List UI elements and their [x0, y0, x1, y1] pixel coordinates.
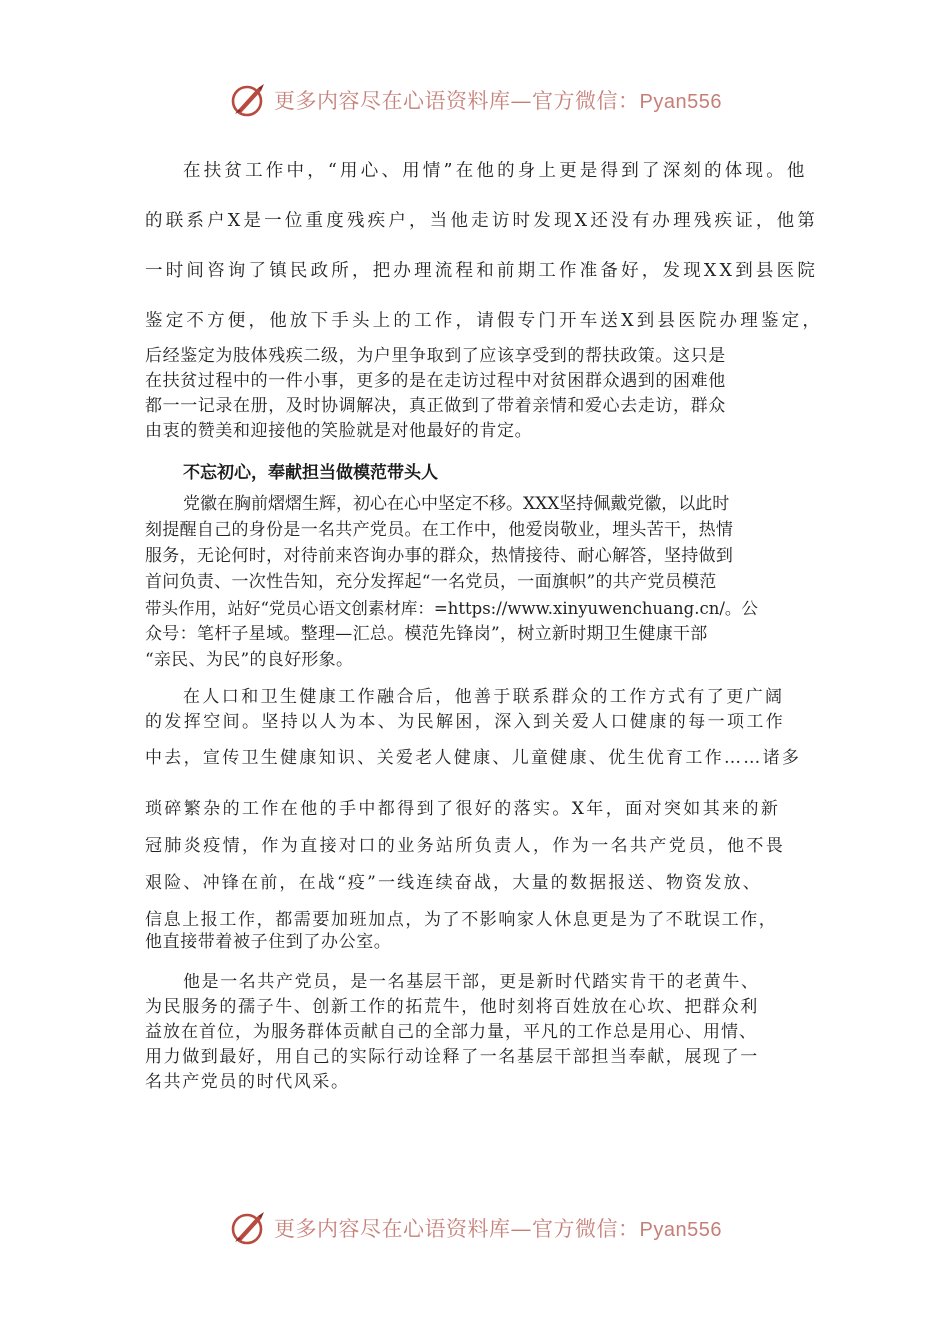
banner-text: 更多内容尽在心语资料库—官方微信：Pyan556: [274, 89, 722, 113]
text-line: 首问负责、一次性告知，充分发挥起“一名党员，一面旗帜”的共产党员模范: [145, 572, 717, 592]
text-line: 后经鉴定为肢体残疾二级，为户里争取到了应该享受到的帮扶政策。这只是: [145, 346, 726, 366]
text-line: 服务，无论何时，对待前来咨询办事的群众，热情接待、耐心解答，坚持做到: [145, 546, 734, 566]
text-line: 的联系户X是一位重度残疾户，当他走访时发现X还没有办理残疾证，他第: [145, 211, 819, 231]
text-line: 在扶贫工作中，“用心、用情”在他的身上更是得到了深刻的体现。他: [183, 161, 808, 181]
text-line: 在人口和卫生健康工作融合后，他善于联系群众的工作方式有了更广阔: [183, 687, 785, 707]
banner-text: 更多内容尽在心语资料库—官方微信：Pyan556: [274, 1217, 722, 1241]
footer-banner: [0, 1208, 950, 1248]
text-line: 在扶贫过程中的一件小事，更多的是在走访过程中对贫困群众遇到的困难他: [145, 371, 726, 391]
text-line: 鉴定不方便，他放下手头上的工作，请假专门开车送X到县医院办理鉴定，: [145, 311, 824, 331]
text-line: 名共产党员的时代风采。: [145, 1072, 350, 1092]
text-line: “亲民、为民”的良好形象。: [145, 650, 354, 670]
text-line: 益放在首位，为服务群体贡献自己的全部力量，平凡的工作总是用心、用情、: [145, 1022, 757, 1042]
text-line: 艰险、冲锋在前，在战“疫”一线连续奋战，大量的数据报送、物资发放、: [145, 873, 762, 893]
wechat-id: Pyan556: [639, 1219, 722, 1241]
text-line: 的发挥空间。坚持以人为本、为民解困，深入到关爱人口健康的每一项工作: [145, 712, 786, 732]
text-line: 都一一记录在册，及时协调解决，真正做到了带着亲情和爱心去走访，群众: [145, 396, 726, 416]
text-line: 由衷的赞美和迎接他的笑脸就是对他最好的肯定。: [145, 421, 533, 441]
section-heading: 不忘初心，奉献担当做模范带头人: [183, 463, 438, 482]
text-line: 中去，宣传卫生健康知识、关爱老人健康、儿童健康、优生优育工作……诸多: [145, 748, 802, 768]
quill-pen-logo-icon: [228, 80, 268, 120]
quill-pen-logo-icon: [228, 1208, 268, 1248]
text-line: 冠肺炎疫情，作为直接对口的业务站所负责人，作为一名共产党员，他不畏: [145, 836, 786, 856]
text-line: 信息上报工作，都需要加班加点，为了不影响家人休息更是为了不耽误工作，: [145, 910, 778, 930]
text-line: 众号：笔杆子星域。整理—汇总。模范先锋岗”，树立新时期卫生健康干部: [145, 624, 708, 644]
text-line: 琐碎繁杂的工作在他的手中都得到了很好的落实。X年，面对突如其来的新: [145, 799, 781, 819]
text-line: 带头作用，站好“党员心语文创素材库：=https://www.xinyuwenchuang.cn/。公: [145, 599, 758, 618]
text-line: 他是一名共产党员，是一名基层干部，更是新时代踏实肯干的老黄牛、: [183, 972, 760, 992]
text-line: 党徽在胸前熠熠生辉，初心在心中坚定不移。XXX坚持佩戴党徽，以此时: [183, 494, 730, 514]
text-line: 用力做到最好，用自己的实际行动诠释了一名基层干部担当奉献，展现了一: [145, 1047, 759, 1067]
text-line: 刻提醒自己的身份是一名共产党员。在工作中，他爱岗敬业，埋头苦干，热情: [145, 520, 734, 540]
text-line: 他直接带着被子住到了办公室。: [145, 932, 392, 952]
text-line: 一时间咨询了镇民政所，把办理流程和前期工作准备好，发现XX到县医院: [145, 261, 819, 281]
header-banner: [0, 80, 950, 120]
wechat-id: Pyan556: [639, 91, 722, 113]
text-line: 为民服务的孺子牛、创新工作的拓荒牛，他时刻将百姓放在心坎、把群众利: [145, 997, 759, 1017]
